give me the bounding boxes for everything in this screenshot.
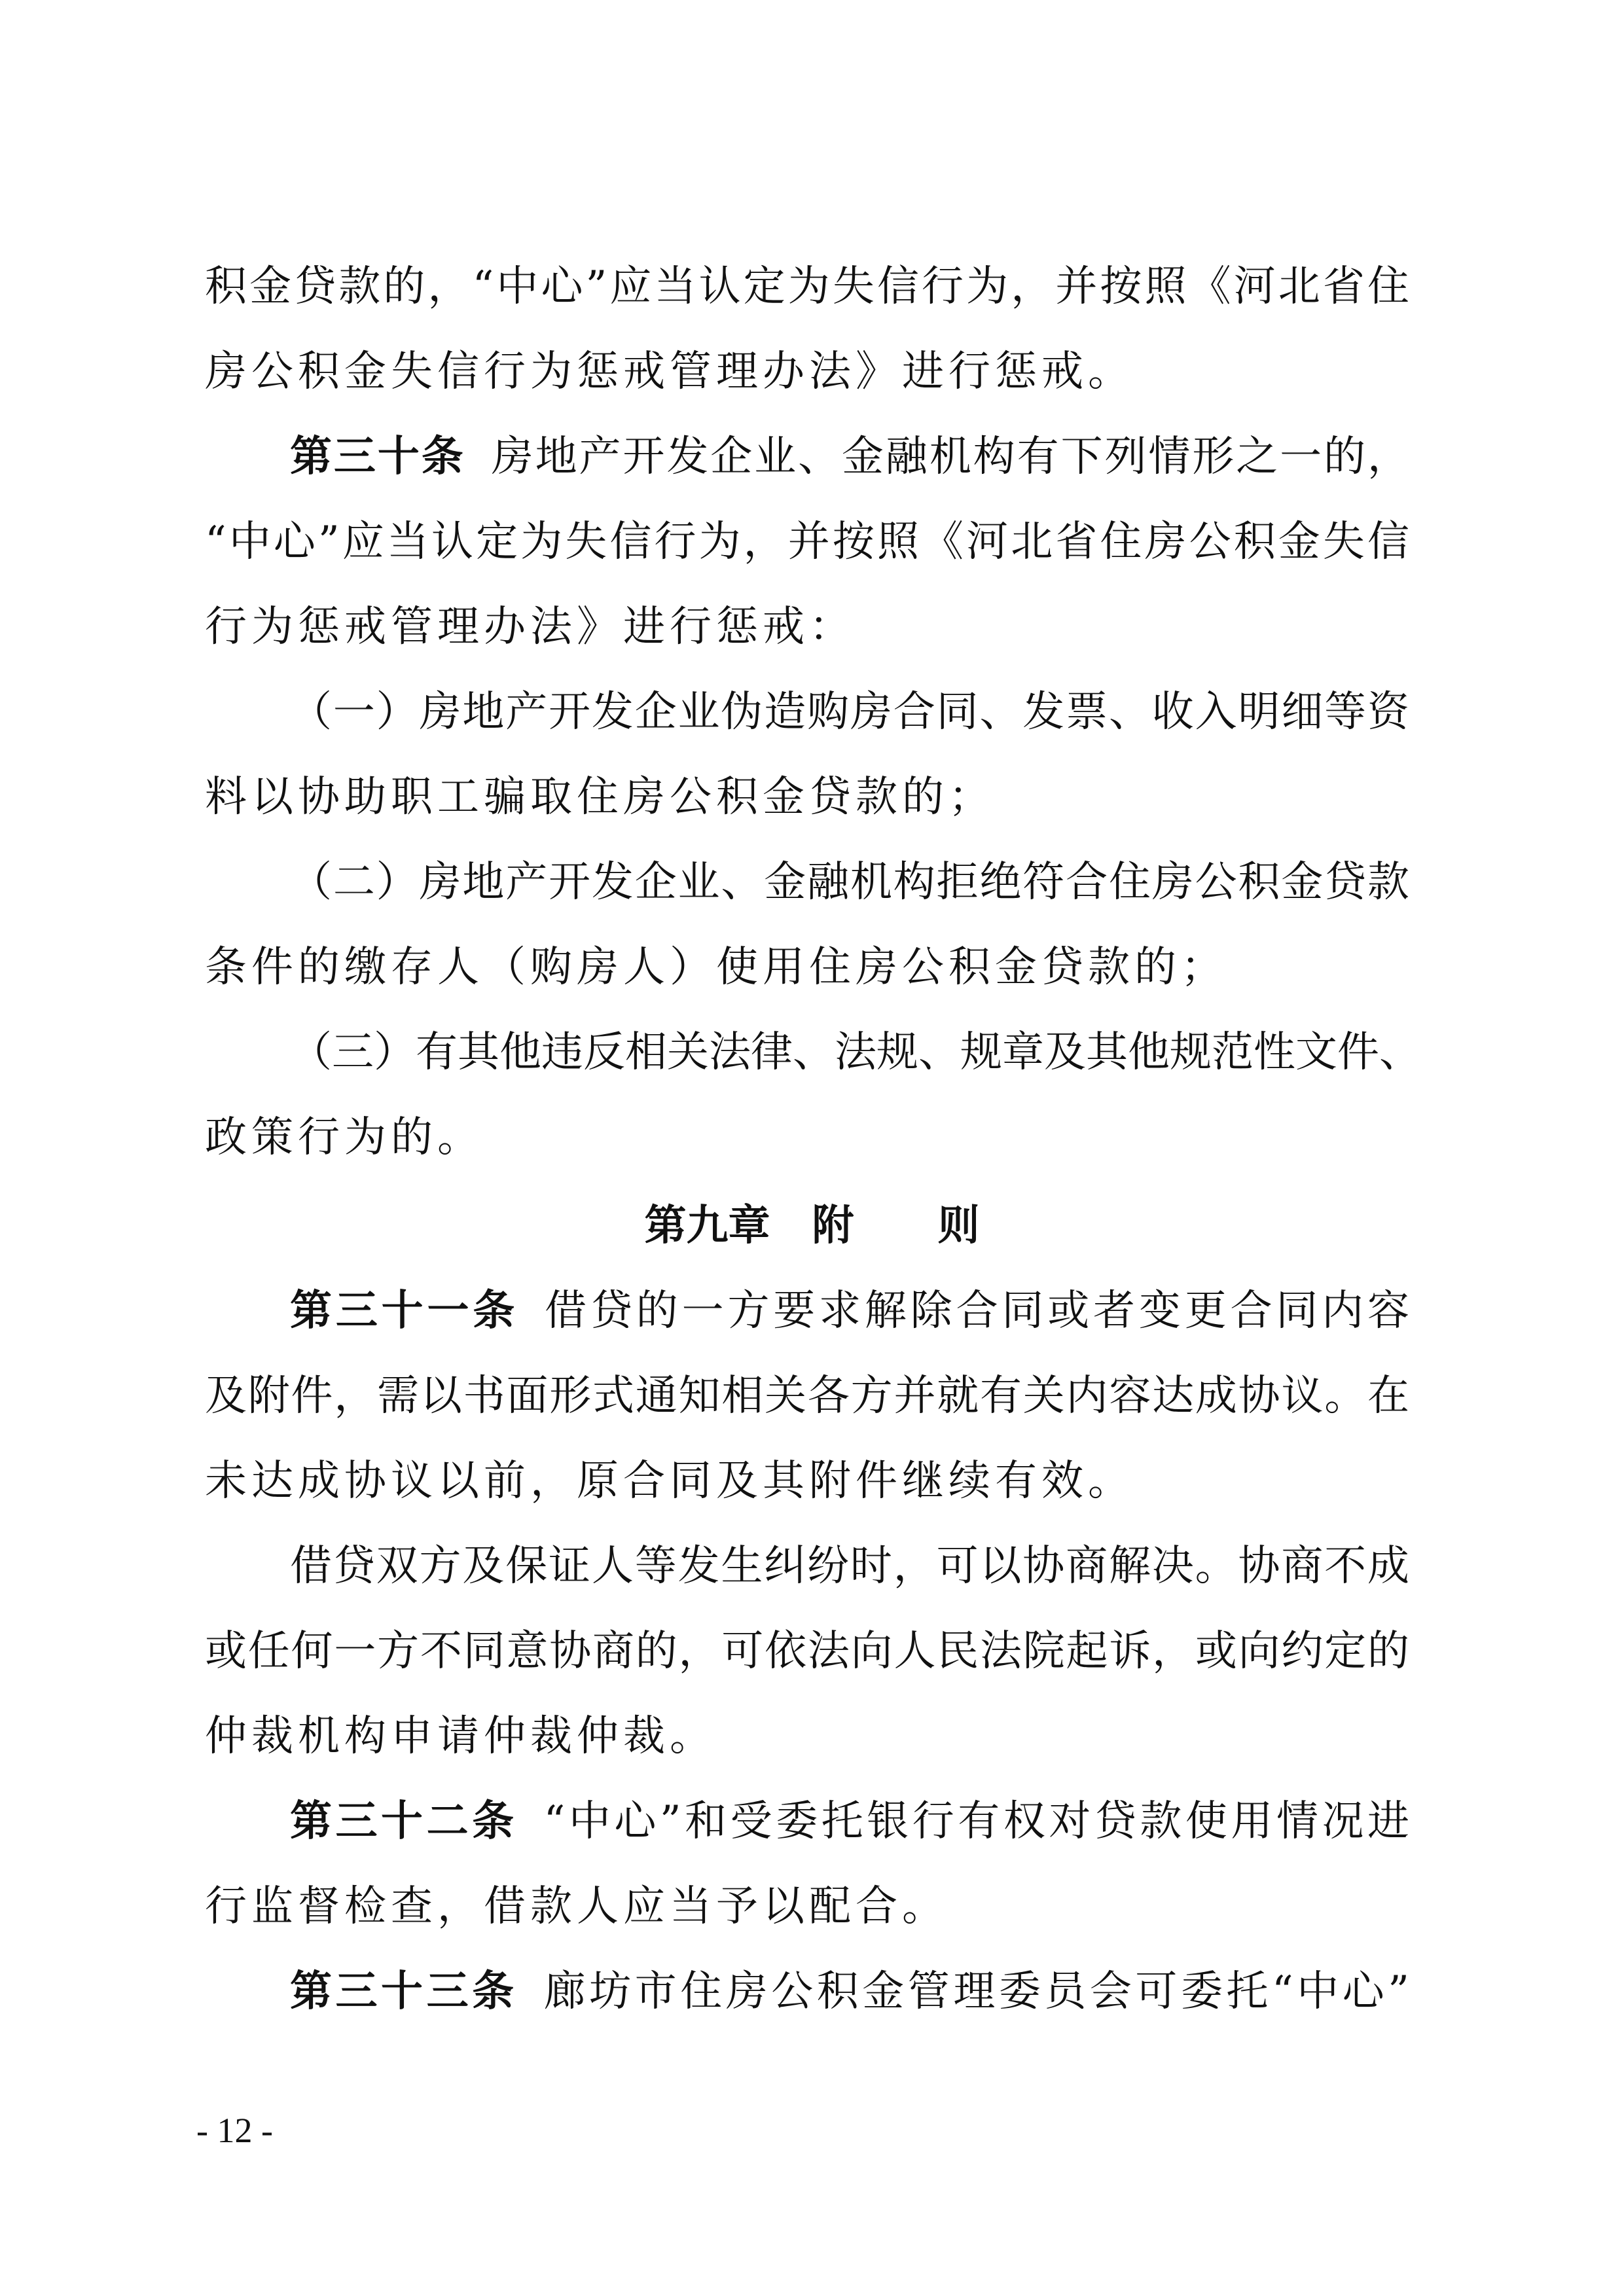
list-item-1: （一）房地产开发企业伪造购房合同、发票、收入明细等资: [290, 688, 1409, 736]
list-item-3: （三）有其他违反相关法律、法规、规章及其他规范性文件、: [290, 1028, 1421, 1077]
body-line: “中心”应当认定为失信行为，并按照《河北省住房公积金失信: [205, 518, 1409, 566]
article-label: 第三十二条: [290, 1797, 518, 1846]
article-31-line: [290, 1285, 1409, 1337]
body-line: 未达成协议以前，原合同及其附件继续有效。: [205, 1457, 1134, 1505]
article-text: “中心”和受委托银行有权对贷款使用情况进: [543, 1797, 1410, 1846]
article-text: 廊坊市住房公积金管理委员会可委托“中心”: [543, 1967, 1410, 2016]
body-line: 行为惩戒管理办法》进行惩戒：: [205, 603, 856, 651]
article-label: 第三十一条: [290, 1287, 519, 1335]
article-33-line: [290, 1965, 1409, 2018]
article-30-line: [290, 431, 1409, 483]
body-line: 或任何一方不同意协商的，可依法向人民法院起诉，或向约定的: [205, 1627, 1409, 1676]
body-line: 政策行为的。: [205, 1113, 484, 1162]
article-label: 第三十条: [290, 433, 465, 481]
article-32-line: [290, 1795, 1409, 1848]
body-line: 积金贷款的，“中心”应当认定为失信行为，并按照《河北省住: [205, 262, 1409, 311]
body-line: 房公积金失信行为惩戒管理办法》进行惩戒。: [205, 348, 1134, 396]
chapter-heading: 第九章 附 则: [644, 1202, 980, 1250]
article-label: 第三十三条: [290, 1967, 518, 2016]
body-line: 仲裁机构申请仲裁仲裁。: [205, 1712, 716, 1761]
body-line: 及附件，需以书面形式通知相关各方并就有关内容达成协议。在: [205, 1372, 1409, 1420]
page-number: - 12 -: [196, 2111, 273, 2150]
body-line: 料以协助职工骗取住房公积金贷款的；: [205, 773, 995, 821]
article-text: 借贷的一方要求解除合同或者变更合同内容: [545, 1287, 1410, 1335]
list-item-2: （二）房地产开发企业、金融机构拒绝符合住房公积金贷款: [290, 858, 1409, 906]
article-text: 房地产开发企业、金融机构有下列情形之一的，: [491, 433, 1410, 481]
body-line: 行监督检查，借款人应当予以配合。: [205, 1882, 948, 1931]
body-line: 条件的缴存人（购房人）使用住房公积金贷款的；: [205, 943, 1227, 992]
body-line: 借贷双方及保证人等发生纠纷时，可以协商解决。协商不成: [290, 1542, 1409, 1590]
